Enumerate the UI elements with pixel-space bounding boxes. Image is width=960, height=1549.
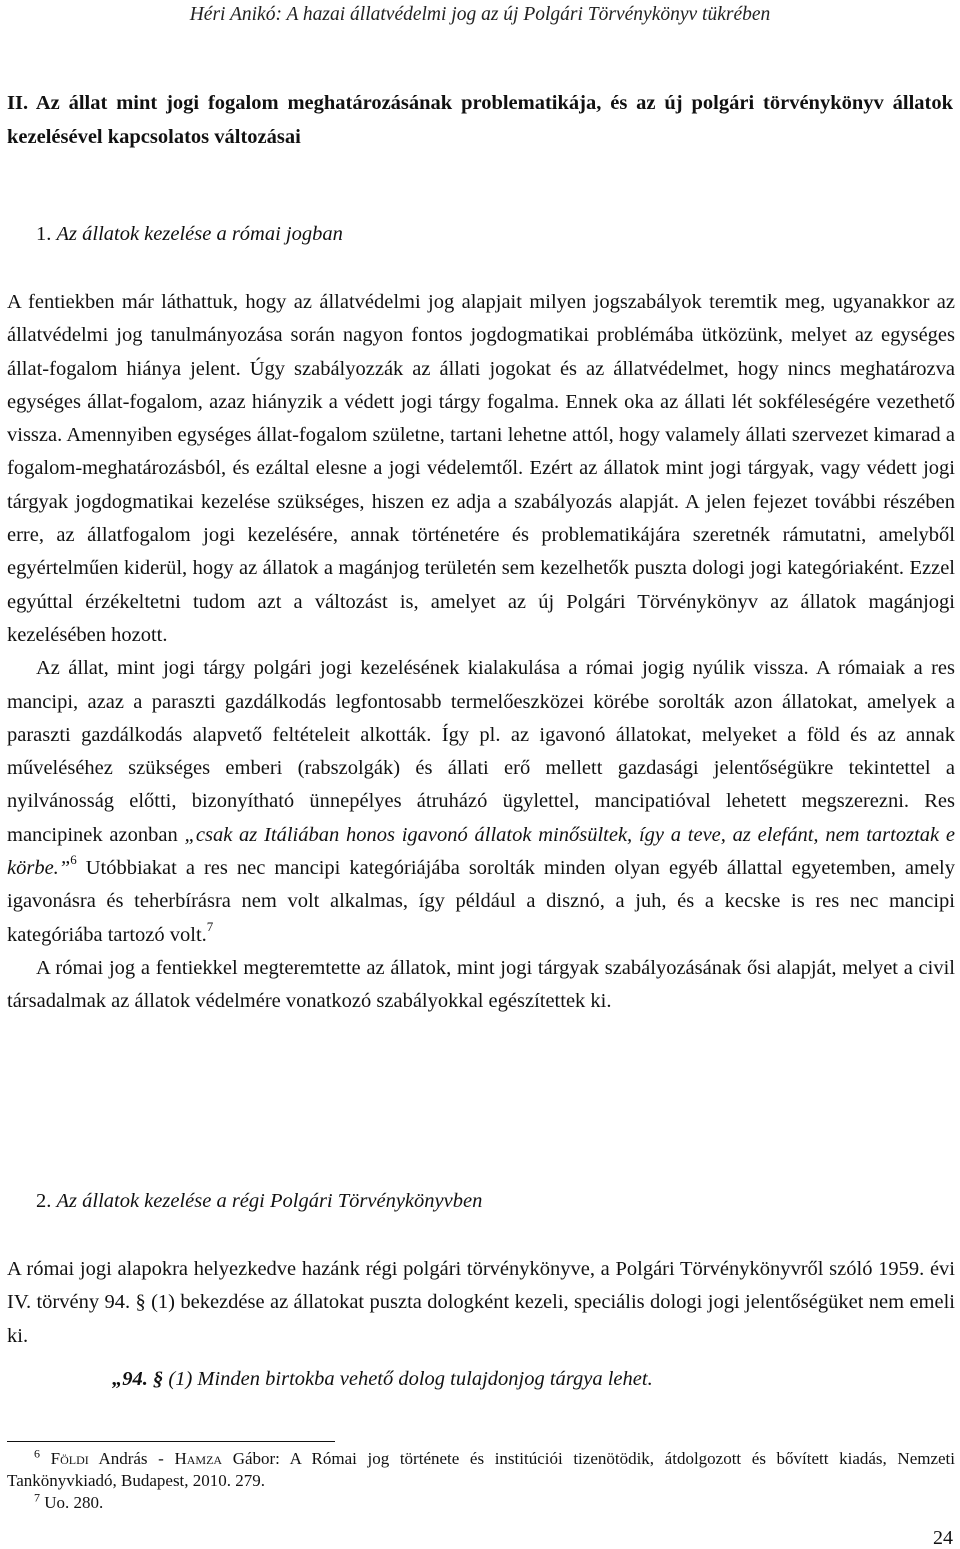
- section-1-number: 1.: [36, 223, 52, 245]
- footnote-separator: [7, 1441, 335, 1442]
- statute-section-number: „94. §: [112, 1368, 164, 1390]
- author-surname-rest: öldi: [60, 1449, 89, 1468]
- citation-text: Uo. 280.: [40, 1493, 104, 1512]
- paragraph: A római jogi alapokra helyezkedve hazánk régi polgári törvénykönyve, a Polgári Törvénykönyvről szóló 1959. évi IV. törvény 94. § (1) bekezdése az állatokat puszta dologként kezeli, speciális dologi jogi jelentőségüket nem emeli ki.: [7, 1258, 955, 1347]
- quoted-text: „csak az Itáliában honos igavonó állatok minősültek, így a teve, az elefánt, nem tartoztak e körbe.”: [7, 823, 955, 880]
- author-initial: H: [174, 1449, 187, 1468]
- author-surname-rest: amza: [186, 1449, 223, 1468]
- footnotes: [7, 1448, 955, 1514]
- paragraph: [7, 652, 955, 952]
- section-2-title: Az állatok kezelése a régi Polgári Törvénykönyvben: [56, 1190, 483, 1212]
- paragraph: A fentiekben már láthattuk, hogy az állatvédelmi jog alapjait milyen jogszabályok teremtik meg, ugyanakkor az állatvédelmi jog tanulmányozása során nagyon fontos jogdogmatikai problémába ütközünk, melyet az egységes állat-fogalom hiánya jelent. Úgy szabályozzák az állati jogokat és az állatvédelmet, hogy nincs meghatározva egységes állat-fogalom, azaz hiányzik a védett jogi tárgy fogalma. Ennek oka az állati lét sokféleségére vezethető vissza. Amennyiben egységes állat-fogalom születne, tartani lehetne attól, hogy valamely állati szervezet kimarad a fogalom-meghatározásból, és ezáltal elesne a jogi védelemtől. Ezért az állatok mint jogi tárgyak, vagy védett jogi tárgyak jogdogmatikai kezelése szükséges, hiszen ez adja a szabályozás alapját. A jelen fejezet további részében erre, az állatfogalom jogi kezelésére, annak történetére és problematikájára szeretnék rámutatni, amelyből egyértelműen kiderül, hogy az állatok a magánjog területén sem kezelhetők puszta dologi jogi kategóriaként. Ezzel egyúttal érzékeltetni tudom azt a változást is, amelyet az új Polgári Törvénykönyv az állatok magánjogi kezelésében hozott.: [7, 291, 955, 646]
- section-2-heading: [36, 1188, 936, 1214]
- footnote-ref: 7: [206, 918, 214, 934]
- footnote-mark: 7: [34, 1490, 40, 1505]
- section-1-title: Az állatok kezelése a római jogban: [56, 223, 343, 245]
- section-1-heading: [36, 221, 936, 247]
- statute-quote: [112, 1366, 952, 1392]
- footnote-7: [7, 1492, 955, 1514]
- section-1-body: [7, 286, 955, 1019]
- paragraph: A római jog a fentiekkel megteremtette az állatok, mint jogi tárgyak szabályozásának ősi alapját, melyet a civil társadalmak az állatok védelmére vonatkozó szabályokkal egészítettek ki.: [7, 956, 955, 1013]
- statute-text: (1) Minden birtokba vehető dolog tulajdonjog tárgya lehet.: [163, 1368, 653, 1390]
- page-number: 24: [933, 1527, 953, 1549]
- citation-text: Gábor: A Római jog története és institúciói tizenötödik, átdolgozott és bővített kiadás, Nemzeti Tankönyvkiadó, Budapest, 2010. 279.: [7, 1449, 955, 1490]
- running-header: Héri Anikó: A hazai állatvédelmi jog az új Polgári Törvénykönyv tükrében: [189, 4, 771, 25]
- section-2-body: [7, 1253, 955, 1353]
- footnote-mark: 6: [34, 1446, 40, 1461]
- author-given: András -: [88, 1449, 175, 1468]
- section-2-number: 2.: [36, 1190, 52, 1212]
- chapter-heading: II. Az állat mint jogi fogalom meghatározásának problematikája, és az új polgári törvénykönyv állatok kezelésével kapcsolatos változásai: [7, 92, 953, 148]
- paragraph-text: Utóbbiakat a res nec mancipi kategóriájába sorolták minden olyan egyéb állattal egyetemben, amely igavonásra és teherbírásra nem volt alkalmas, így például a disznó, a juh, és a kecske is res nec mancipi kategóriába tartozó volt.: [7, 857, 955, 946]
- footnote-ref: 6: [70, 852, 77, 868]
- paragraph-text: Az állat, mint jogi tárgy polgári jogi kezelésének kialakulása a római jogig nyúlik vissza. A rómaiak a res mancipi, azaz a paraszti gazdálkodás legfontosabb termelőeszközei körébe sorolták azon állatokat, amelyek a paraszti gazdálkodás alapvető feltételeit alkották. Így pl. az igavonó állatokat, melyeket a föld és az annak műveléséhez szükséges emberi (rabszolgák) és állati erő mellett gazdasági jelentőségükre tekintettel a nyilvánosság előtti, bizonyítható ünnepélyes átruházó ügylettel, mancipatióval lehetett megszerezni. Res mancipinek azonban: [7, 657, 955, 846]
- footnote-6: [7, 1448, 955, 1492]
- author-initial: F: [50, 1449, 61, 1468]
